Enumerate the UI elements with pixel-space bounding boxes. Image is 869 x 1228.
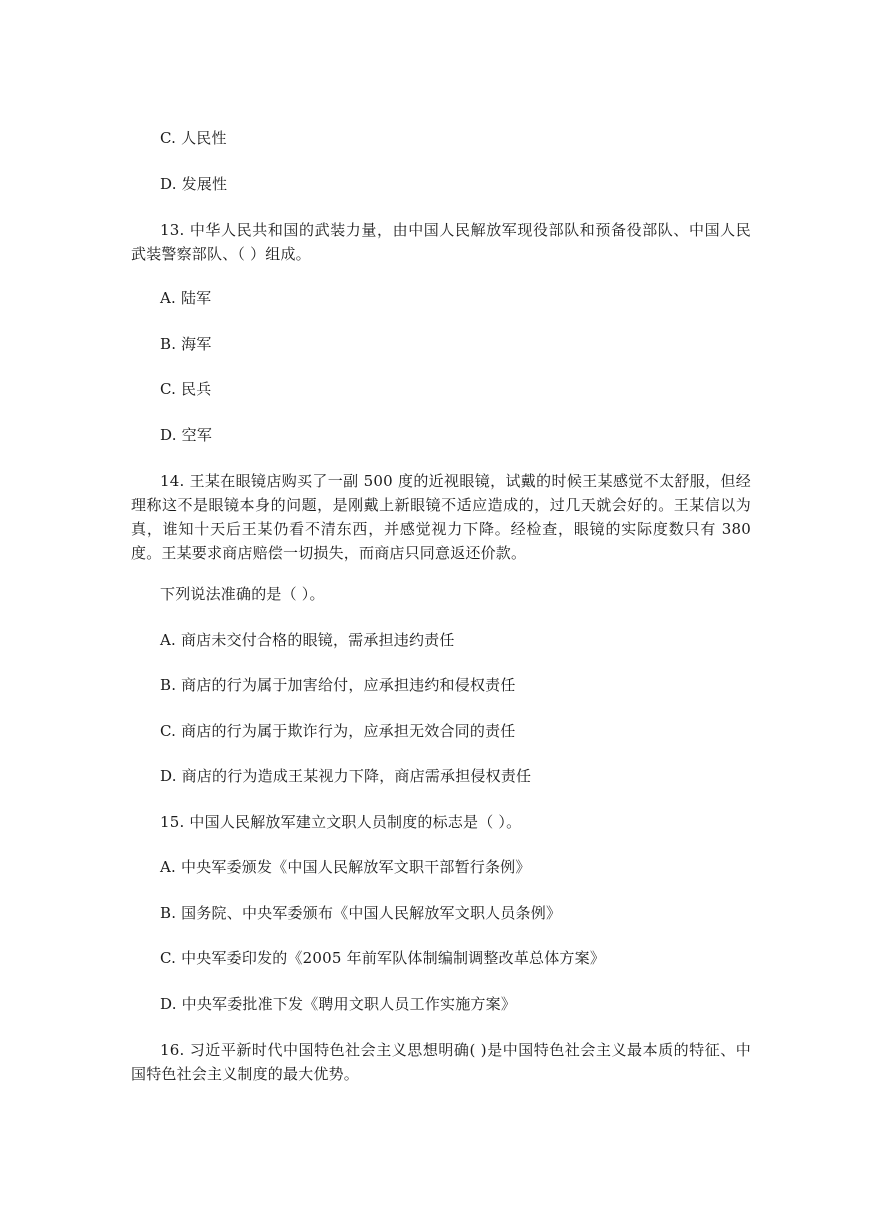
q14-option-d: D. 商店的行为造成王某视力下降，商店需承担侵权责任 — [160, 767, 532, 785]
q15-stem: 15. 中国人民解放军建立文职人员制度的标志是（ ）。 — [160, 813, 522, 831]
q13-option-d: D. 空军 — [160, 426, 213, 444]
q15-option-c: C. 中央军委印发的《2005 年前军队体制编制调整改革总体方案》 — [160, 949, 606, 967]
q14-option-b: B. 商店的行为属于加害给付，应承担违约和侵权责任 — [160, 676, 516, 694]
q15-option-a: A. 中央军委颁发《中国人民解放军文职干部暂行条例》 — [160, 858, 531, 876]
q12-option-c: C. 人民性 — [160, 129, 227, 147]
q13-option-a: A. 陆军 — [160, 289, 212, 307]
q14-option-a: A. 商店未交付合格的眼镜，需承担违约责任 — [160, 631, 455, 649]
q12-option-d: D. 发展性 — [160, 175, 228, 193]
q13-option-c: C. 民兵 — [160, 380, 212, 398]
q15-option-b: B. 国务院、中央军委颁布《中国人民解放军文职人员条例》 — [160, 904, 562, 922]
q14-option-c: C. 商店的行为属于欺诈行为，应承担无效合同的责任 — [160, 722, 516, 740]
q15-option-d: D. 中央军委批准下发《聘用文职人员工作实施方案》 — [160, 995, 517, 1013]
q14-prompt: 下列说法准确的是（ ）。 — [160, 585, 325, 603]
q13-stem: 13. 中华人民共和国的武装力量，由中国人民解放军现役部队和预备役部队、中国人民武装警察部队、（ ）组成。 — [131, 221, 751, 263]
q16-stem: 16. 习近平新时代中国特色社会主义思想明确( )是中国特色社会主义最本质的特征、中国特色社会主义制度的最大优势。 — [131, 1041, 751, 1083]
q14-stem: 14. 王某在眼镜店购买了一副 500 度的近视眼镜，试戴的时候王某感觉不太舒服，但经理称这不是眼镜本身的问题，是刚戴上新眼镜不适应造成的，过几天就会好的。王某信以为真，谁知十天后王某仍看不清东西，并感觉视力下降。经检查，眼镜的实际度数只有 380 度。王某要求商店赔偿一切损失，而商店只同意返还价款。 — [131, 472, 751, 562]
q13-option-b: B. 海军 — [160, 335, 212, 353]
